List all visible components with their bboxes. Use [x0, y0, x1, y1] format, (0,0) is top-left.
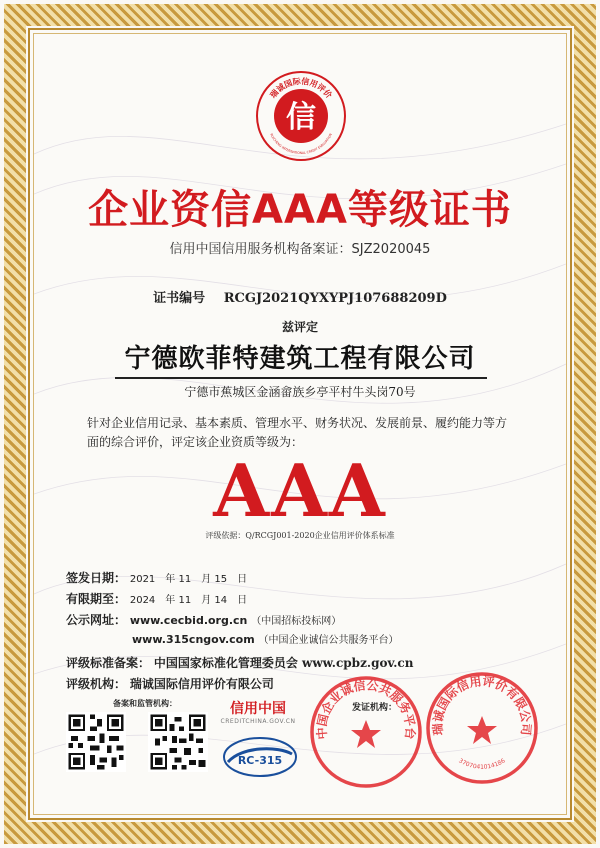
seal-2-code: 3707041014186	[457, 757, 507, 771]
certificate-number-label: 证书编号	[153, 291, 206, 306]
issue-date-value: 2021 年 11 月 15 日	[129, 574, 248, 585]
logo-arc-text: 瑞诚国际信用评价	[268, 76, 334, 100]
star-icon	[467, 716, 497, 744]
company-underline	[115, 377, 487, 379]
svg-text:3707041014186	[457, 757, 506, 771]
logo-bottom-text: RUICHENG INTERNATIONAL CREDIT EVALUATION	[269, 132, 333, 156]
qr-code-1	[66, 712, 126, 772]
filing-number: 信用中国信用服务机构备案证：SJZ2020045	[169, 242, 431, 257]
rc315-logo	[222, 736, 298, 778]
standard-label: 评级标准备案：	[66, 656, 151, 670]
standard-row	[66, 654, 413, 671]
seal-rating-agency	[422, 668, 542, 788]
rc315-text: RC-315	[237, 754, 283, 767]
credit-china-url: CREDITCHINA.GOV.CN	[220, 718, 296, 725]
rating-grade: AAA	[213, 448, 387, 533]
rating-agency-logo	[255, 70, 347, 162]
website-url-2: www.315cngov.com	[132, 633, 255, 646]
credit-china-logo	[220, 698, 296, 738]
expiry-date-row	[66, 590, 247, 607]
hereby-text: 兹评定	[281, 320, 318, 334]
supervision-label: 备案和监管机构：	[113, 698, 177, 708]
seal-2-text: 瑞诚国际信用评价有限公司	[430, 674, 534, 736]
certificate-number: RCGJ2021QYXYPJ107688209D	[223, 291, 447, 306]
evaluation-description: 针对企业信用记录、基本素质、管理水平、财务状况、发展前景、履约能力等方面的综合评价，评定该企业资质等级为：	[87, 416, 508, 449]
issue-date-label: 签发日期：	[66, 571, 127, 585]
organization-value: 瑞诚国际信用评价有限公司	[129, 677, 274, 691]
website-url-1: www.cecbid.org.cn	[129, 614, 248, 627]
website-label: 公示网址：	[66, 613, 127, 627]
website-row-1	[66, 611, 341, 628]
logo-glyph: 信	[286, 100, 316, 135]
star-icon	[351, 720, 381, 748]
website-name-2: （中国企业诚信公共服务平台）	[258, 635, 399, 646]
certificate-title: 企业资信AAA等级证书	[88, 187, 512, 233]
website-name-1: （中国招标投标网）	[251, 616, 342, 627]
issue-date-row	[66, 569, 247, 586]
organization-label: 评级机构：	[66, 677, 127, 691]
certificate-number-row	[0, 287, 600, 306]
company-address: 宁德市蕉城区金涵畲族乡亭平村牛头岗70号	[184, 385, 416, 399]
credit-china-name: 信用中国	[230, 701, 286, 717]
company-name: 宁德欧菲特建筑工程有限公司	[124, 344, 476, 374]
website-row-2	[132, 631, 399, 646]
seal-credit-platform	[306, 672, 426, 792]
expiry-date-value: 2024 年 11 月 14 日	[129, 595, 248, 606]
standard-value: 中国国家标准化管理委员会 www.cpbz.gov.cn	[153, 656, 414, 670]
expiry-date-label: 有限期至：	[66, 592, 127, 606]
rating-basis: 评级依据：Q/RCGJ001-2020企业信用评价体系标准	[205, 531, 395, 540]
issuer-label: 发证机构：	[352, 703, 398, 713]
seal-1-text: 中国企业诚信公共服务平台	[314, 678, 418, 740]
qr-code-2	[148, 712, 208, 772]
organization-row	[66, 675, 274, 692]
